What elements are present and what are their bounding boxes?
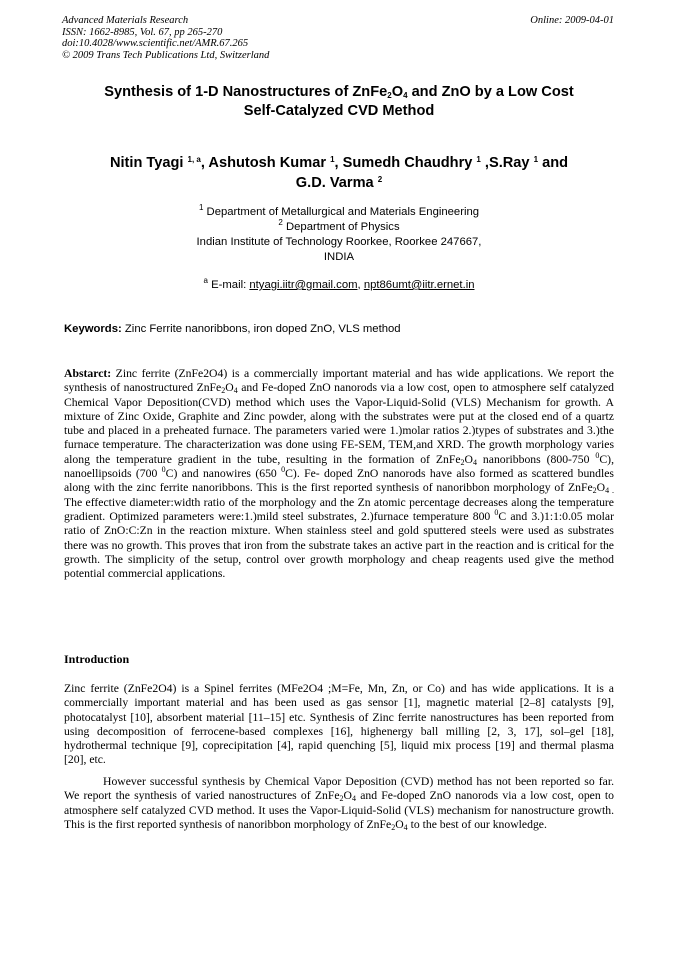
author-list: [62, 153, 616, 193]
paper-title: [62, 83, 616, 121]
introduction-heading: Introduction: [64, 652, 130, 666]
email-line: $^a$ E-mail: ntyagi.iitr@gmail.com, npt86umt@iitr.ernet.in: [203, 276, 475, 291]
title-line-2: Self-Catalyzed CVD Method: [243, 103, 435, 119]
introduction-paragraph-1: Zinc ferrite (ZnFe2O4) is a Spinel ferrites (MFe2O4 ;M=Fe, Mn, Zn, or Co) and has wide applications. It is a commercially important material and has been used as gas sensor [1], magnetic material [2–8] catalysts [9], photocatalyst [10], absorbent material [11–15] etc. Synthesis of Zinc ferrite nanostructures has been reported from using decomposition of ferrocene-based complexes [16], highenergy ball milling [2, 3, 17], sol–gel [18], hydrothermal technique [9], coprecipitation [4], rapid quenching [5], liquid mix process [19] and thermal plasma [20], etc.: [64, 682, 614, 767]
country-line: INDIA: [323, 251, 355, 263]
title-line-1: Synthesis of 1-D Nanostructures of $ZnFe_2O_4$ and ZnO by a Low Cost: [104, 84, 574, 100]
institute-line: Indian Institute of Technology Roorkee, Roorkee 247667,: [196, 236, 482, 248]
online-date: Online: 2009-04-01: [530, 15, 614, 26]
affiliation-1: $^1$ Department of Metallurgical and Materials Engineering: [198, 203, 480, 218]
email-link-1[interactable]: ntyagi.iitr@gmail.com: [249, 279, 358, 291]
abstract: [64, 367, 614, 581]
keywords-label: Keywords:: [64, 323, 122, 335]
email-link-2[interactable]: npt86umt@iitr.ernet.in: [363, 279, 475, 291]
copyright-line: © 2009 Trans Tech Publications Ltd, Switzerland: [62, 49, 270, 61]
issn-line: ISSN: 1662-8985, Vol. 67, pp 265-270: [62, 26, 223, 38]
affiliation-2: $^2$ Department of Physics: [278, 218, 400, 233]
affiliations: [62, 205, 616, 265]
keywords-text: Zinc Ferrite nanoribbons, iron doped ZnO, VLS method: [121, 323, 401, 335]
abstract-label: Abstarct:: [64, 367, 112, 380]
keywords-line: [64, 322, 401, 337]
journal-header: [62, 15, 269, 61]
journal-name: Advanced Materials Research: [62, 15, 189, 26]
abstract-paragraph: Abstarct: Zinc ferrite (ZnFe2O4) is a commercially important material and has wide applications. We report the synthesis of nanostructured $ZnFe_2O_4$ and Fe-doped ZnO nanorods via a low cost, open to atmosphere self catalyzed Chemical Vapor Deposition(CVD) method which uses the Vapor-Liquid-Solid (VLS) Mechanism for growth. A mixture of Zinc Oxide, Graphite and Zinc powder, along with the substrates were put at the closed end of a quartz tube and placed in a preheated furnace. The parameters varied were 1.)molar ratios 2.)types of substrates and 3.)the furnace temperature. The characterization was done using FE-SEM, TEM,and XRD. The growth morphology varies along the temperature gradient in the tube, resulting in the formation of $ZnFe_2O_4$ nanoribbons (800-750 $^0$C), nanoellipsoids (700 $^0$C) and nanowires (650 $^0$C). Fe- doped ZnO nanorods have also formed as scattered bundles along with the zinc ferrite nanoribbons. This is the first reported synthesis of nanoribbon morphology of $ZnFe_2O_{4 .}$ The effective diameter:width ratio of the morphology and the Zn atomic percentage decreases along the temperature gradient. Optimized parameters were:1.)mild steel substrates, 2.)furnace temperature 800 $^0$C and 3.)1:1:0.05 molar ratio of ZnO:C:Zn in the reaction mixture. When stainless steel and gold sputtered steels were used as substrates there was no growth. This proves that iron from the substrate takes an active part in the reaction and is critical for the growth. The simplicity of the setup, control over growth morphology and cheap reagents used give the method potential commercial applications.: [64, 367, 615, 581]
authors-line-1: Nitin Tyagi $^{1, a}$, Ashutosh Kumar $^1$, Sumedh Chaudhry $^1$ ,S.Ray $^1$ and: [109, 155, 569, 171]
authors-line-2: G.D. Varma $^2$: [295, 175, 383, 191]
doi-line: doi:10.4028/www.scientific.net/AMR.67.265: [62, 38, 249, 49]
introduction-paragraph-2: However successful synthesis by Chemical Vapor Deposition (CVD) method has not been reported so far. We report the synthesis of varied nanostructures of $ZnFe_2O_4$ and Fe-doped ZnO nanorods via a low cost, open to atmosphere self catalyzed CVD method. It uses the Vapor-Liquid-Solid (VLS) mechanism for nanostructure growth. This is the first reported synthesis of nanoribbon morphology of $ZnFe_2O_4$ to the best of our knowledge.: [64, 775, 614, 832]
